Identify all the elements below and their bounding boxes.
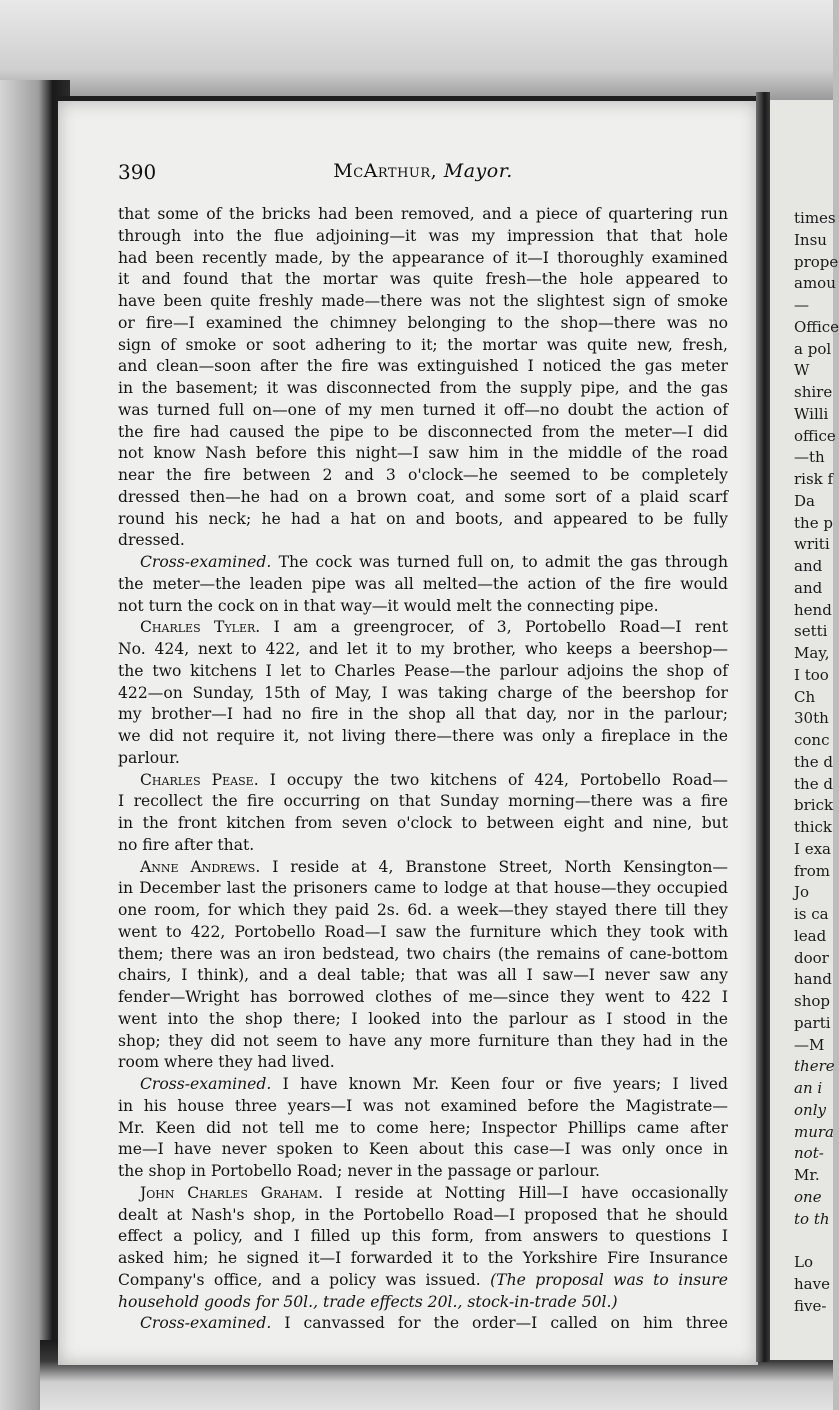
facing-page-line-fragment: only <box>794 1100 826 1119</box>
facing-page-line-fragment: parti <box>794 1013 831 1032</box>
facing-page-line-fragment: door <box>794 948 829 967</box>
text-line <box>118 1292 728 1314</box>
facing-page-line-fragment: there <box>794 1057 835 1076</box>
text-line <box>118 878 728 900</box>
facing-page-line-fragment: lead <box>794 926 827 945</box>
facing-page-line-fragment: W <box>794 361 810 380</box>
line-text: fender—Wright has borrowed clothes of me—since they went to 422 I <box>118 988 728 1006</box>
text-line <box>118 487 728 509</box>
line-text: room where they had lived. <box>118 1053 335 1072</box>
text-line <box>118 617 728 639</box>
facing-page-fragment <box>770 100 839 1360</box>
facing-page-line-fragment: Da <box>794 491 815 510</box>
facing-page-line-fragment: hend <box>794 600 832 619</box>
line-text: we did not require it, not living there—there was only a fireplace in the <box>118 727 728 745</box>
facing-page-line-fragment: May, <box>794 644 830 662</box>
line-text: effect a policy, and I filled up this form, from answers to questions I <box>118 1227 728 1246</box>
line-text: in the basement; it was disconnected from the supply pipe, and the gas <box>118 379 728 397</box>
line-text: dressed then—he had on a brown coat, and some sort of a plaid scarf <box>118 487 728 506</box>
line-text: shop; they did not seem to have any more furniture than they had in the <box>118 1031 728 1050</box>
facing-page-line-fragment: Lo <box>794 1253 813 1271</box>
cross-examined-label: Cross-examined. <box>140 553 272 571</box>
facing-page-line-fragment: conc <box>794 731 830 749</box>
text-line <box>118 1139 728 1161</box>
running-head-title: Mayor. <box>443 160 513 182</box>
line-text: in December last the prisoners came to lodge at that house—they occupied <box>118 879 728 898</box>
text-line <box>118 1009 728 1031</box>
line-text: chairs, I think), and a deal table; that was all I saw—I never saw any <box>118 966 728 985</box>
text-line <box>118 965 728 987</box>
text-line <box>118 987 728 1009</box>
facing-page-line-fragment: and <box>794 557 823 575</box>
text-line <box>118 1161 728 1183</box>
line-text: or fire—I examined the chimney belonging to the shop—there was no <box>118 313 728 332</box>
text-line <box>118 1031 728 1053</box>
facing-page-line-fragment: is ca <box>794 905 829 923</box>
line-text: them; there was an iron bedstead, two chairs (the remains of cane-bottom <box>118 944 728 963</box>
line-text: was turned full on—one of my men turned it off—no doubt the action of <box>118 400 728 419</box>
facing-page-line-fragment: the d <box>794 752 833 771</box>
text-line <box>118 683 728 705</box>
line-text: dealt at Nash's shop, in the Portobello Road—I proposed that he should <box>118 1205 728 1224</box>
witness-name: Charles Pease. <box>140 770 259 789</box>
facing-page-line-fragment: the d <box>794 774 833 793</box>
facing-page-line-fragment: one <box>794 1187 822 1206</box>
line-text: me—I have never spoken to Keen about this case—I was only once in <box>118 1140 728 1159</box>
scan-background-top <box>0 0 833 100</box>
text-line <box>118 1074 728 1096</box>
facing-page-line-fragment: I exa <box>794 839 831 858</box>
facing-page-line-fragment: from <box>794 861 830 880</box>
text-line <box>118 378 728 400</box>
facing-page-line-fragment: mura <box>794 1122 834 1141</box>
witness-name: John Charles Graham. <box>140 1183 324 1202</box>
page-number: 390 <box>118 160 157 184</box>
text-line <box>118 204 728 226</box>
text-line <box>118 530 728 552</box>
text-line <box>118 726 728 748</box>
facing-page-line-fragment: five- <box>794 1296 827 1315</box>
line-text: no fire after that. <box>118 835 255 854</box>
facing-page-line-fragment: risk f <box>794 470 834 488</box>
line-text: the meter—the leaden pipe was all melted—the action of the fire would <box>118 574 728 593</box>
facing-page-line-fragment: 30th <box>794 709 829 728</box>
line-text: the fire had caused the pipe to be disconnected from the meter—I did <box>118 422 728 441</box>
line-text: had been recently made, by the appearance of it—I thoroughly examined <box>118 248 728 267</box>
text-line <box>118 1205 728 1227</box>
text-line <box>118 791 728 813</box>
text-line <box>118 813 728 835</box>
line-text: I am a greengrocer, of 3, Portobello Road—I rent <box>260 618 728 637</box>
cross-examined-label: Cross-examined. <box>140 1314 272 1333</box>
line-text: 422—on Sunday, 15th of May, I was taking charge of the beershop for <box>118 683 728 702</box>
facing-page-line-fragment: —th <box>794 448 825 467</box>
text-line <box>118 1052 728 1074</box>
line-text: parlour. <box>118 748 180 767</box>
line-text: I canvassed for the order—I called on him three <box>271 1314 728 1333</box>
line-text: through into the flue adjoining—it was my impression that that hole <box>118 226 728 245</box>
body-text <box>118 204 728 1333</box>
running-head <box>118 160 728 182</box>
text-line <box>118 1226 728 1248</box>
text-line <box>118 226 728 248</box>
text-line <box>118 704 728 726</box>
cross-examined-label: Cross-examined. <box>140 1075 272 1093</box>
facing-page-line-fragment: Mr. <box>794 1166 820 1184</box>
facing-page-line-fragment: amou <box>794 274 836 293</box>
line-text: I reside at Notting Hill—I have occasionally <box>323 1183 728 1202</box>
text-line <box>118 574 728 596</box>
line-text: one room, for which they paid 2s. 6d. a week—they stayed there till they <box>118 901 728 919</box>
text-line <box>118 944 728 966</box>
facing-page-line-fragment: setti <box>794 622 828 641</box>
text-line <box>118 639 728 661</box>
text-line <box>118 596 728 618</box>
line-text: The cock was turned full on, to admit the gas through <box>271 553 728 571</box>
text-line <box>118 465 728 487</box>
text-line <box>118 443 728 465</box>
text-line <box>118 1118 728 1140</box>
line-text: I reside at 4, Branstone Street, North Kensington— <box>260 857 728 876</box>
witness-name: Anne Andrews. <box>140 857 261 876</box>
text-line <box>118 356 728 378</box>
line-text: my brother—I had no fire in the shop all that day, nor in the parlour; <box>118 705 728 724</box>
facing-page-line-fragment: Jo <box>794 883 810 902</box>
page-gutter <box>756 92 770 1362</box>
facing-page-line-fragment: I too <box>794 665 829 684</box>
text-line <box>118 900 728 922</box>
line-text: went to 422, Portobello Road—I saw the furniture which they took with <box>118 922 728 941</box>
facing-page-line-fragment: hand <box>794 970 832 989</box>
witness-name: Charles Tyler. <box>140 618 261 637</box>
text-line <box>118 509 728 531</box>
text-line <box>118 770 728 792</box>
running-head-name: McArthur, <box>333 160 438 182</box>
facing-page-line-fragment: — <box>794 296 809 314</box>
line-text: the shop in Portobello Road; never in the passage or parlour. <box>118 1162 600 1180</box>
text-line <box>118 1248 728 1270</box>
facing-page-line-fragment: Insu <box>794 230 827 249</box>
text-line <box>118 422 728 444</box>
text-line <box>118 291 728 313</box>
facing-page-line-fragment: and <box>794 578 823 597</box>
facing-page-line-fragment: have <box>794 1274 830 1293</box>
text-line <box>118 1270 728 1292</box>
text-line <box>118 857 728 879</box>
facing-page-line-fragment: Ch <box>794 687 816 706</box>
text-line <box>118 922 728 944</box>
facing-page-line-fragment: thick <box>794 818 832 836</box>
facing-page-line-fragment: Office <box>794 317 839 336</box>
facing-page-line-fragment: writi <box>794 535 830 554</box>
text-line <box>118 748 728 770</box>
line-text: it and found that the mortar was quite fresh—the hole appeared to <box>118 270 728 289</box>
line-text: in the front kitchen from seven o'clock to between eight and nine, but <box>118 814 728 832</box>
facing-page-line-fragment: not- <box>794 1144 824 1163</box>
line-text: round his neck; he had a hat on and boots, and appeared to be fully <box>118 509 728 528</box>
line-text: have been quite freshly made—there was not the slightest sign of smoke <box>118 292 728 310</box>
text-line <box>118 1096 728 1118</box>
line-text: sign of smoke or soot adhering to it; the mortar was quite new, fresh, <box>118 335 728 354</box>
line-text: the two kitchens I let to Charles Pease—the parlour adjoins the shop of <box>118 661 728 680</box>
line-text: in his house three years—I was not examined before the Magistrate— <box>118 1096 728 1115</box>
text-line <box>118 313 728 335</box>
facing-page-line-fragment: an i <box>794 1079 823 1097</box>
facing-page-line-fragment: brick <box>794 796 834 815</box>
line-text: No. 424, next to 422, and let it to my brother, who keeps a beershop— <box>118 640 728 658</box>
line-text: Mr. Keen did not tell me to come here; Inspector Phillips came after <box>118 1118 728 1137</box>
facing-page-line-fragment: shop <box>794 992 830 1010</box>
line-text: I occupy the two kitchens of 424, Portobello Road— <box>258 770 728 789</box>
line-text: not turn the cock on in that way—it would melt the connecting pipe. <box>118 596 659 615</box>
italic-note: household goods for 50l., trade effects 20l., stock-in-trade 50l.) <box>118 1292 618 1311</box>
facing-page-line-fragment: office <box>794 426 836 445</box>
line-text: that some of the bricks had been removed, and a piece of quartering run <box>118 205 728 223</box>
page-header <box>118 160 728 192</box>
line-text: not know Nash before this night—I saw him in the middle of the road <box>118 444 728 463</box>
facing-page-line-fragment: to th <box>794 1209 830 1228</box>
facing-page-line-fragment: —M <box>794 1035 825 1054</box>
line-text: I have known Mr. Keen four or five years; I lived <box>271 1075 728 1093</box>
facing-page-line-fragment: Willi <box>794 404 829 423</box>
text-line <box>118 1183 728 1205</box>
italic-note: (The proposal was to insure <box>490 1270 728 1289</box>
facing-page-line-fragment: a pol <box>794 339 832 358</box>
facing-page-line-fragment: shire <box>794 383 833 401</box>
line-text: dressed. <box>118 531 185 550</box>
line-text: went into the shop there; I looked into the parlour as I stood in the <box>118 1009 728 1028</box>
line-text: near the fire between 2 and 3 o'clock—he seemed to be completely <box>118 466 728 484</box>
text-line <box>118 1313 728 1335</box>
line-text: asked him; he signed it—I forwarded it to the Yorkshire Fire Insurance <box>118 1249 728 1267</box>
line-text: and clean—soon after the fire was extinguished I noticed the gas meter <box>118 357 728 376</box>
text-line <box>118 269 728 291</box>
facing-page-line-fragment: prope <box>794 252 839 271</box>
text-line <box>118 552 728 574</box>
text-line <box>118 335 728 357</box>
line-text: I recollect the fire occurring on that Sunday morning—there was a fire <box>118 792 728 811</box>
line-text: Company's office, and a policy was issued. <box>118 1270 491 1289</box>
text-line <box>118 661 728 683</box>
text-line <box>118 400 728 422</box>
text-line <box>118 248 728 270</box>
facing-page-line-fragment: the p <box>794 513 833 532</box>
text-line <box>118 835 728 857</box>
facing-page-line-fragment: times <box>794 209 836 227</box>
